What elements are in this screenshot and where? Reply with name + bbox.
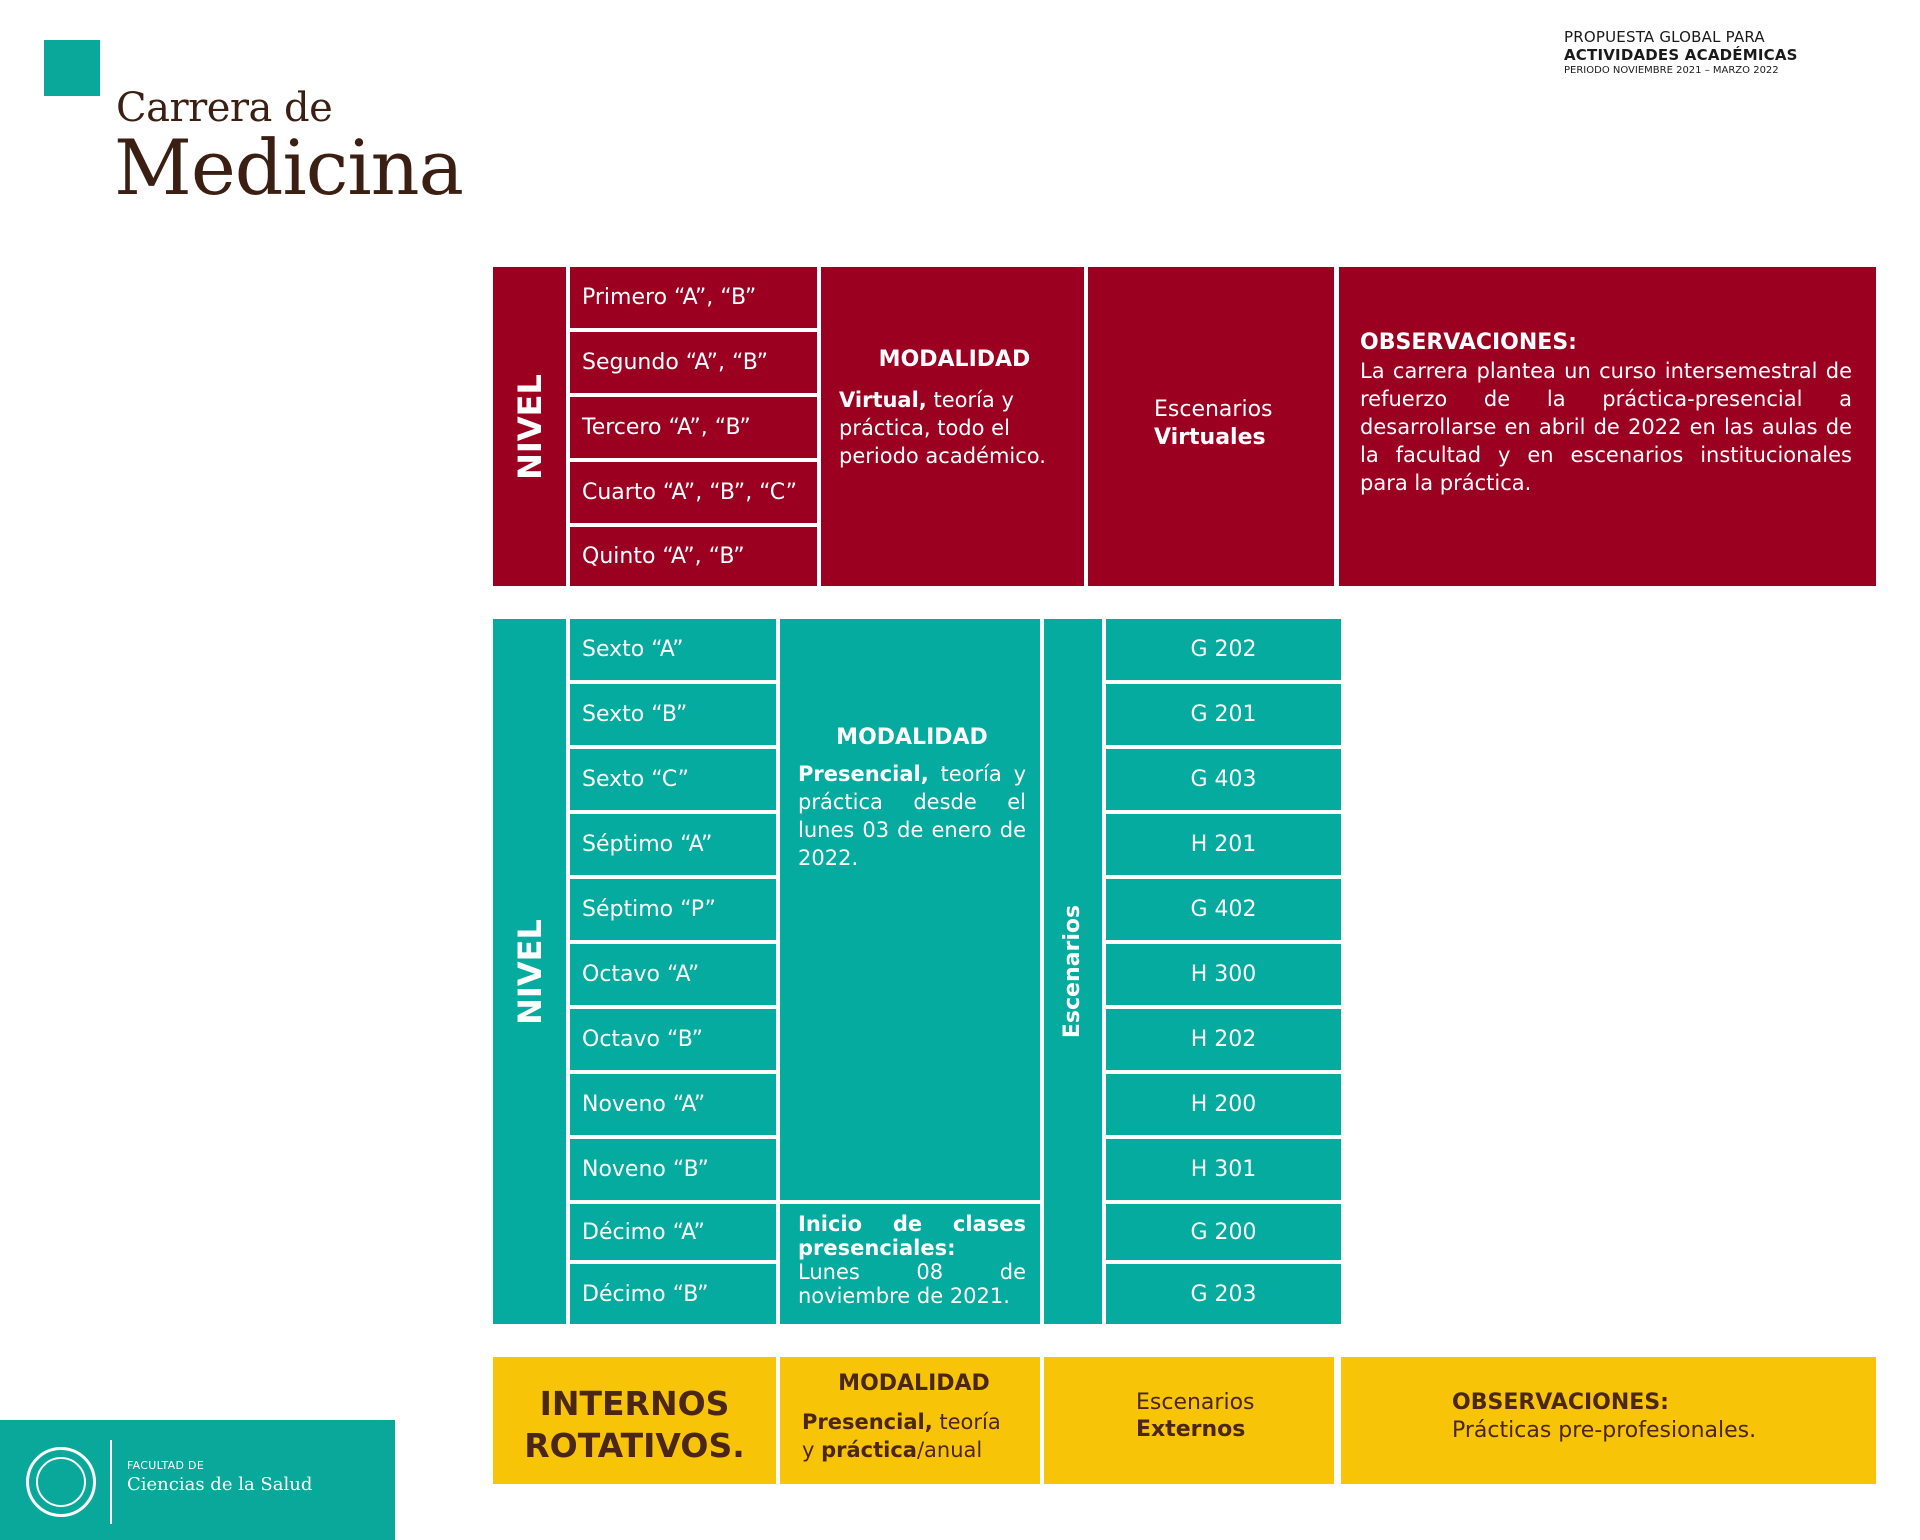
presential-start-cell bbox=[780, 1204, 1040, 1324]
level-name: Sexto “A” bbox=[582, 637, 684, 662]
room-cell bbox=[1106, 1139, 1341, 1200]
virtual-level-row bbox=[570, 527, 817, 586]
interns-title-cell bbox=[493, 1357, 776, 1484]
presential-scenarios-label: Escenarios bbox=[1060, 904, 1086, 1039]
presential-start-text: Lunes 08 de noviembre de 2021. bbox=[798, 1260, 1026, 1308]
seal-inner-ring bbox=[36, 1457, 86, 1507]
room-cell bbox=[1106, 944, 1341, 1005]
virtual-modality-bold: Virtual, bbox=[839, 388, 927, 412]
proposal-heading bbox=[1564, 28, 1894, 78]
faculty-label: FACULTAD DE bbox=[127, 1459, 205, 1472]
level-name: Cuarto “A”, “B”, “C” bbox=[582, 480, 797, 505]
virtual-scenarios-line2: Virtuales bbox=[1154, 425, 1266, 450]
virtual-scenarios-line1: Escenarios bbox=[1154, 397, 1273, 422]
room-cell bbox=[1106, 684, 1341, 745]
room-code: H 201 bbox=[1190, 832, 1257, 857]
virtual-level-row bbox=[570, 462, 817, 523]
interns-modality-line2 bbox=[802, 1436, 1026, 1464]
presential-level-row bbox=[570, 1139, 776, 1200]
career-title: Medicina bbox=[114, 123, 463, 212]
level-name: Segundo “A”, “B” bbox=[582, 350, 769, 375]
room-cell bbox=[1106, 1074, 1341, 1135]
interns-modality-text2: y bbox=[802, 1438, 822, 1462]
virtual-scenarios-cell bbox=[1088, 267, 1334, 586]
footer-divider bbox=[110, 1440, 112, 1524]
room-code: H 202 bbox=[1190, 1027, 1257, 1052]
virtual-level-row bbox=[570, 397, 817, 458]
room-code: G 202 bbox=[1190, 637, 1257, 662]
interns-scenarios-line2: Externos bbox=[1136, 1417, 1246, 1442]
proposal-period: PERIODO NOVIEMBRE 2021 – MARZO 2022 bbox=[1564, 65, 1779, 76]
interns-modality-text3: /anual bbox=[916, 1438, 983, 1462]
interns-scenarios-line1: Escenarios bbox=[1136, 1390, 1255, 1415]
room-cell bbox=[1106, 1009, 1341, 1070]
room-code: G 402 bbox=[1190, 897, 1257, 922]
virtual-level-row bbox=[570, 267, 817, 328]
level-name: Sexto “C” bbox=[582, 767, 689, 792]
presential-level-row bbox=[570, 684, 776, 745]
level-name: Octavo “A” bbox=[582, 962, 700, 987]
interns-title-line1: INTERNOS bbox=[539, 1384, 730, 1423]
interns-observations-text: Prácticas pre-profesionales. bbox=[1452, 1418, 1757, 1443]
level-name: Sexto “B” bbox=[582, 702, 688, 727]
level-name: Primero “A”, “B” bbox=[582, 285, 757, 310]
presential-level-row bbox=[570, 814, 776, 875]
interns-observations-cell bbox=[1341, 1357, 1876, 1484]
room-cell bbox=[1106, 814, 1341, 875]
interns-modality-title: MODALIDAD bbox=[838, 1371, 990, 1396]
presential-level-row bbox=[570, 1204, 776, 1260]
interns-modality-text1: teoría bbox=[932, 1410, 1001, 1434]
interns-title-line2: ROTATIVOS. bbox=[524, 1426, 745, 1465]
room-cell bbox=[1106, 749, 1341, 810]
presential-modality-text bbox=[798, 760, 1026, 872]
room-code: G 200 bbox=[1190, 1219, 1257, 1245]
virtual-modality-title: MODALIDAD bbox=[878, 347, 1031, 372]
room-cell bbox=[1106, 619, 1341, 680]
interns-modality-bold1: Presencial, bbox=[802, 1410, 933, 1434]
room-cell bbox=[1106, 1204, 1341, 1260]
faculty-name: Ciencias de la Salud bbox=[127, 1474, 313, 1495]
level-name: Séptimo “A” bbox=[582, 832, 713, 857]
presential-modality-body: teoría y práctica desde el lunes 03 de enero de 2022. bbox=[798, 762, 1026, 870]
level-name: Décimo “A” bbox=[582, 1219, 705, 1245]
virtual-level-header bbox=[493, 267, 566, 586]
presential-level-row bbox=[570, 1264, 776, 1324]
virtual-observations-cell bbox=[1339, 267, 1876, 586]
presential-level-row bbox=[570, 1074, 776, 1135]
room-code: G 203 bbox=[1190, 1281, 1257, 1307]
room-cell bbox=[1106, 879, 1341, 940]
proposal-line2: ACTIVIDADES ACADÉMICAS bbox=[1564, 46, 1798, 64]
room-code: H 200 bbox=[1190, 1092, 1257, 1117]
room-code: G 201 bbox=[1190, 702, 1257, 727]
room-cell bbox=[1106, 1264, 1341, 1324]
room-code: G 403 bbox=[1190, 767, 1257, 792]
virtual-modality-cell bbox=[821, 267, 1084, 586]
interns-modality-cell bbox=[780, 1357, 1040, 1484]
level-name: Séptimo “P” bbox=[582, 897, 716, 922]
virtual-level-label: NIVEL bbox=[510, 373, 549, 480]
presential-modality-bold: Presencial, bbox=[798, 762, 929, 786]
presential-level-row bbox=[570, 749, 776, 810]
presential-start-title: Inicio de clases presenciales: bbox=[798, 1212, 1026, 1260]
presential-modality-cell bbox=[780, 619, 1040, 1200]
interns-modality-bold2: práctica bbox=[821, 1438, 917, 1462]
presential-modality-title: MODALIDAD bbox=[836, 725, 988, 750]
presential-level-header bbox=[493, 619, 566, 1324]
presential-level-row bbox=[570, 944, 776, 1005]
room-code: H 301 bbox=[1190, 1157, 1257, 1182]
virtual-modality-text bbox=[839, 386, 1070, 470]
level-name: Quinto “A”, “B” bbox=[582, 544, 745, 569]
virtual-modality-body: teoría y práctica, todo el periodo académico. bbox=[839, 388, 1046, 468]
presential-level-row bbox=[570, 1009, 776, 1070]
interns-modality-line1 bbox=[802, 1408, 1026, 1436]
virtual-observations-text: La carrera plantea un curso intersemestral de refuerzo de la práctica-presencial a desarrollarse en abril de 2022 en las aulas de la facultad y en escenarios institucionales para la práctica. bbox=[1360, 359, 1852, 495]
proposal-line1: PROPUESTA GLOBAL PARA bbox=[1564, 28, 1765, 46]
level-name: Décimo “B” bbox=[582, 1281, 709, 1307]
interns-observations-title: OBSERVACIONES: bbox=[1452, 1390, 1669, 1415]
career-label: Carrera de bbox=[116, 85, 333, 131]
room-code: H 300 bbox=[1190, 962, 1257, 987]
virtual-observations-title: OBSERVACIONES: bbox=[1360, 330, 1577, 355]
level-name: Noveno “A” bbox=[582, 1092, 706, 1117]
presential-scenarios-header bbox=[1044, 619, 1102, 1324]
level-name: Tercero “A”, “B” bbox=[582, 415, 751, 440]
virtual-level-row bbox=[570, 332, 817, 393]
interns-scenarios-cell bbox=[1044, 1357, 1334, 1484]
presential-level-label: NIVEL bbox=[510, 918, 549, 1025]
brand-square bbox=[44, 40, 100, 96]
presential-level-row bbox=[570, 879, 776, 940]
presential-level-row bbox=[570, 619, 776, 680]
level-name: Octavo “B” bbox=[582, 1027, 703, 1052]
level-name: Noveno “B” bbox=[582, 1157, 709, 1182]
